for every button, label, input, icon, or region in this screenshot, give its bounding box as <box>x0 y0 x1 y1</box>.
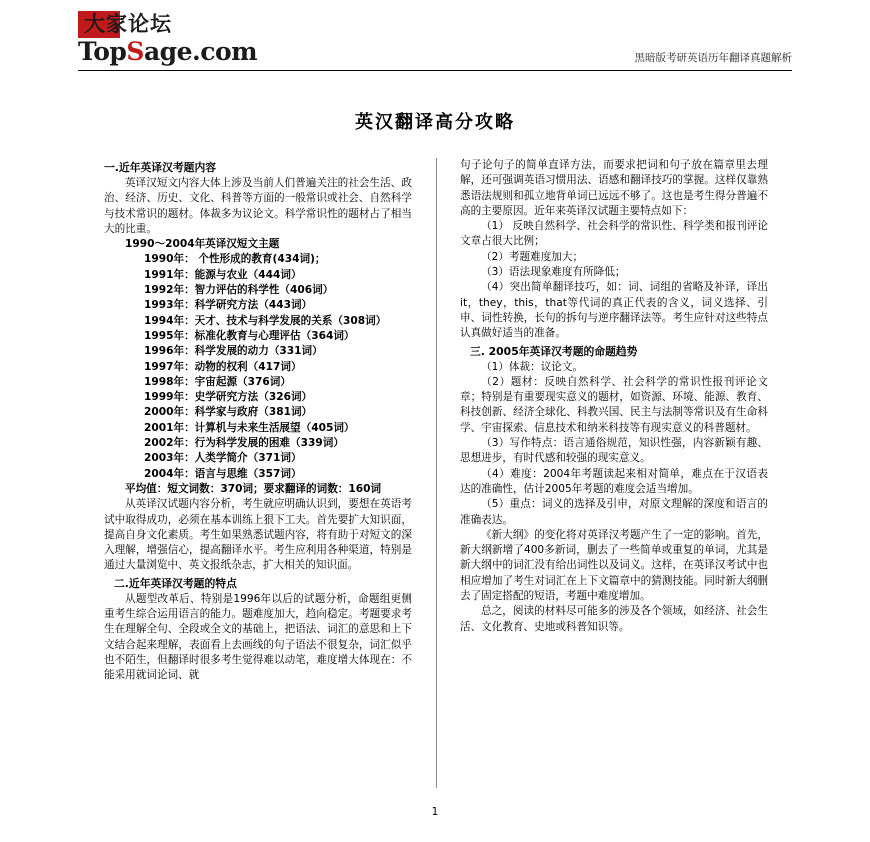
content-columns <box>104 158 768 798</box>
paragraph-syllabus: 《新大纲》的变化将对英译汉考题产生了一定的影响。首先，新大纲新增了400多新词，删去了一些简单或重复的单词，尤其是新大纲中的词汇没有给出词性以及词义。这样，在英译汉考试中也相应增加了考生对词汇在上下文篇章中的猜测技能。同时新大纲删去了固定搭配的短语，考题中难度增加。 <box>460 528 768 603</box>
list-item: 1997年：动物的权利（417词） <box>144 360 302 373</box>
average-line: 平均值：短文词数：370词；要求翻译的词数：160词 <box>125 482 382 495</box>
page-header <box>0 0 870 78</box>
paragraph-conclusion: 总之，阅读的材料尽可能多的涉及各个领域，如经济、社会生活、文化教育、史地或科普知识等。 <box>460 605 768 633</box>
section-heading-1: 一.近年英译汉考题内容 <box>104 161 217 174</box>
topics-list <box>104 252 412 481</box>
point-item: （1） 反映自然科学、社会科学的常识性、科学类和报刊评论文章占很大比例； <box>460 220 768 248</box>
list-item: 2002年：行为科学发展的困难（339词） <box>144 437 344 450</box>
logo-english <box>78 37 257 66</box>
paragraph-features: 从题型改革后、特别是1996年以后的试题分析，命题组更侧重考生综合运用语言的能力。题难度加大，趋向稳定。考题要求考生在理解全句、全段或全文的基础上，把语法、词汇的意思和上下文结合起来理解，表面看上去画线的句子语法不很复杂，词汇似乎也不陌生，但翻译时很多考生觉得难以动笔，难度增大体现在：不能采用就词论词、就 <box>104 592 412 682</box>
paragraph-continuation: 句子论句子的简单直译方法，而要求把词和句子放在篇章里去理解，还可强调英语习惯用法、语感和翻译技巧的掌握。这样仅靠熟悉语法规则和孤立地背单词已远远不够了。这也是考生得分普遍不高的主要原因。近年来英译汉试题主要特点如下： <box>460 159 768 217</box>
topics-heading: 1990～2004年英译汉短文主题 <box>125 238 280 251</box>
paragraph-intro: 英译汉短文内容大体上涉及当前人们普遍关注的社会生活、政治、经济、历史、文化、科普等方面的一般常识或社会、自然科学与技术常识的题材。体裁多为议论文。科学常识性的题材占了相当大的比重。 <box>104 177 412 235</box>
right-column <box>460 158 768 635</box>
list-item: 2004年：语言与思维（357词） <box>144 467 302 480</box>
list-item: 1990年： 个性形成的教育(434词)； <box>144 253 326 266</box>
site-logo[interactable] <box>78 10 298 66</box>
left-column <box>104 158 412 684</box>
trend-item: （4）难度：2004年考题读起来相对简单，难点在于汉语表达的准确性，估计2005年考题的难度会适当增加。 <box>460 467 768 495</box>
page-number: 1 <box>431 806 439 818</box>
logo-chinese <box>78 10 296 40</box>
trend-item: （3）写作特点：语言通俗规范，知识性强，内容新颖有趣、思想进步，有时代感和较强的现实意义。 <box>460 437 768 465</box>
list-item: 1996年：科学发展的动力（331词） <box>144 345 323 358</box>
list-item: 1999年：史学研究方法（326词） <box>144 391 313 404</box>
list-item: 2003年：人类学简介（371词） <box>144 452 302 465</box>
page-title: 英汉翻译高分攻略 <box>355 112 515 133</box>
list-item: 1992年：智力评估的科学性（406词） <box>144 284 334 297</box>
paragraph-analysis: 从英译汉试题内容分析，考生就应明确认识到，要想在英语考试中取得成功，必须在基本训练上狠下工夫。首先要扩大知识面，提高自身文化素质。考生如果熟悉试题内容，将有助于对短文的深入理解，增强信心，提高翻译水平。考生应利用各种渠道，特别是通过大量浏览中、英文报纸杂志，扩大相关的知识面。 <box>104 498 412 572</box>
trend-item: （5）重点：词义的选择及引申，对原文理解的深度和语言的准确表达。 <box>460 498 768 526</box>
logo-en-accent: S <box>126 37 144 66</box>
list-item: 1994年：天才、技术与科学发展的关系（308词） <box>144 314 387 327</box>
logo-en-rest: age.com <box>143 37 258 66</box>
section-heading-3: 三. 2005年英译汉考题的命题趋势 <box>470 344 638 358</box>
logo-chinese-text: 大家论坛 <box>84 12 172 36</box>
list-item: 1993年：科学研究方法（443词） <box>144 299 313 312</box>
point-item: （2）考题难度加大； <box>481 250 584 263</box>
header-divider <box>78 70 792 71</box>
list-item: 2001年：计算机与未来生活展望（405词） <box>144 421 355 434</box>
column-divider <box>436 158 437 788</box>
trend-item: （2）题材：反映自然科学、社会科学的常识性报刊评论文章；特别是有重要现实意义的题材，如资源、环境、能源、教育、科技创新、经济全球化、科教兴国、民主与法制等常识及有生命科学、宇宙探索、信息技术和纳米科技等有现实意义的科普题材。 <box>460 375 768 434</box>
list-item: 2000年：科学家与政府（381词） <box>144 406 313 419</box>
list-item: 1991年：能源与农业（444词） <box>144 268 302 281</box>
section-heading-2: 二.近年英译汉考题的特点 <box>114 576 237 590</box>
point-item: （3）语法现象难度有所降低； <box>481 266 626 279</box>
point-item: （4）突出简单翻译技巧，如：词、词组的省略及补译，译出it，they，this，that等代词的真正代表的含义，词义选择、引申、词性转换，长句的拆句与逆序翻译法等。考生应针对这些特点认真做好适当的准备。 <box>460 281 768 340</box>
logo-en-top: Top <box>78 37 127 66</box>
header-subtitle: 黑暗版考研英语历年翻译真题解析 <box>634 52 792 64</box>
trend-item: （1）体裁：议论文。 <box>481 360 584 373</box>
list-item: 1995年：标准化教育与心理评估（364词） <box>144 329 355 342</box>
list-item: 1998年：宇宙起源（376词） <box>144 375 291 388</box>
